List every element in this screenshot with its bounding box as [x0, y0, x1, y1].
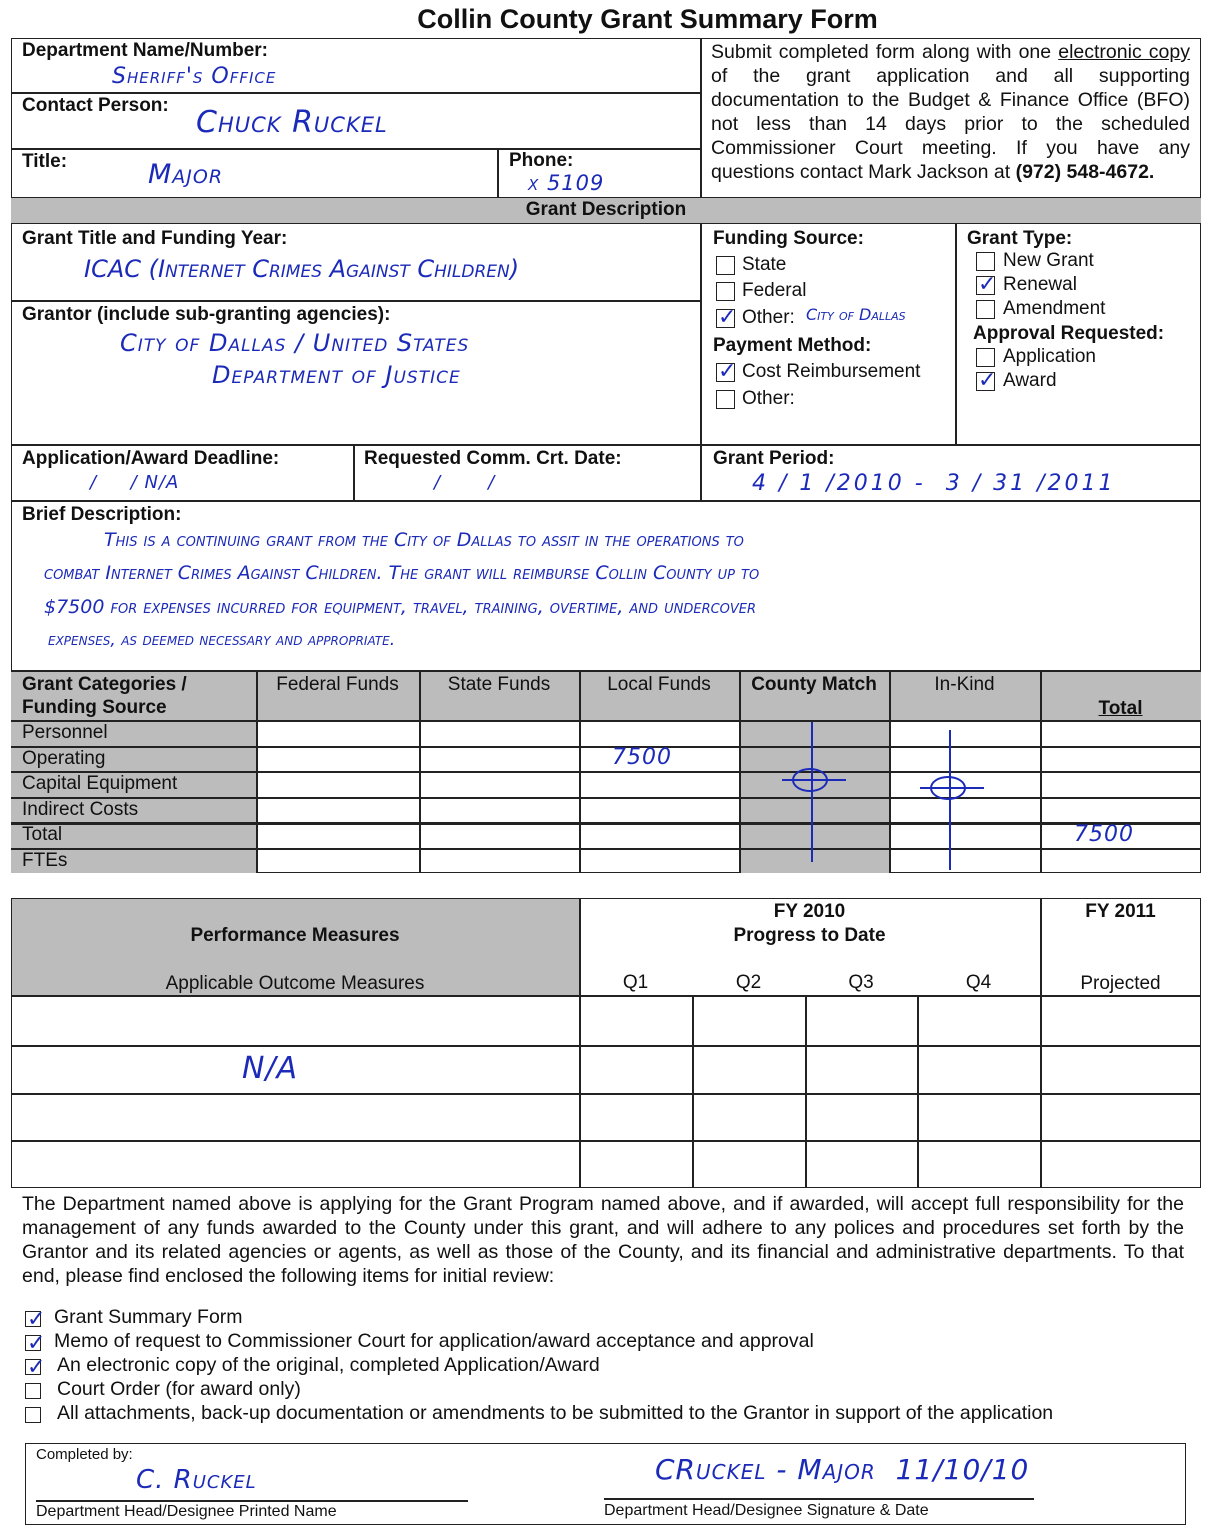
budget-cell[interactable] [1042, 773, 1199, 795]
divider [805, 995, 807, 1188]
requested-date-label: Requested Comm. Crt. Date: [364, 448, 622, 469]
budget-cell[interactable] [258, 824, 417, 846]
zero-mark-bar-icon [782, 779, 846, 781]
funding-federal-label: Federal [742, 280, 807, 301]
checklist-checkbox[interactable] [25, 1359, 41, 1375]
fy2010-label: FY 2010 [773, 901, 846, 922]
budget-row-label: Total [22, 824, 63, 845]
funding-federal-checkbox[interactable] [716, 282, 735, 301]
printed-name-value[interactable]: C. Ruckel [136, 1465, 257, 1495]
grantor-line2[interactable]: Department of Justice [212, 361, 461, 389]
divider [11, 995, 1201, 997]
divider [36, 1500, 468, 1502]
projected-label: Projected [1080, 973, 1161, 994]
title-label: Title: [22, 151, 68, 172]
deadline-label: Application/Award Deadline: [22, 448, 280, 469]
brief-description-label: Brief Description: [22, 504, 182, 525]
divider [11, 670, 1201, 672]
divider [1040, 898, 1042, 1188]
new-grant-checkbox[interactable] [976, 252, 995, 271]
requested-date-value[interactable]: / / [434, 472, 496, 493]
signature-label: Department Head/Designee Signature & Date [604, 1502, 929, 1519]
budget-cell[interactable] [421, 722, 577, 744]
grant-title-label: Grant Title and Funding Year: [22, 228, 288, 249]
budget-row-label: Operating [22, 748, 106, 769]
budget-cell[interactable] [421, 773, 577, 795]
checklist-checkbox[interactable] [25, 1383, 41, 1399]
local-operating-value[interactable]: 7500 [612, 745, 672, 770]
grant-period-value[interactable]: 4 / 1 /2010 - 3 / 31 /2011 [752, 471, 1116, 496]
form-title: Collin County Grant Summary Form [417, 4, 878, 34]
budget-header-6: Total [1098, 698, 1143, 719]
divider [11, 92, 700, 94]
payment-method-label: Payment Method: [713, 335, 872, 356]
progress-to-date-label: Progress to Date [733, 925, 886, 946]
budget-cell[interactable] [258, 850, 417, 871]
payment-other-label: Other: [742, 388, 795, 409]
phone-value[interactable]: x 5109 [528, 171, 605, 195]
grant-title-value[interactable]: ICAC (Internet Crimes Against Children) [84, 255, 520, 283]
budget-row-label: Indirect Costs [22, 799, 139, 820]
brief-line-2[interactable]: combat Internet Crimes Against Children. The grant will reimburse Collin County up to [44, 562, 760, 584]
amendment-label: Amendment [1003, 298, 1106, 319]
budget-cell[interactable] [891, 748, 1038, 769]
checklist-checkbox[interactable] [25, 1335, 41, 1351]
budget-header-1: Federal Funds [276, 674, 399, 695]
electronic-copy-link[interactable]: electronic copy [1058, 41, 1190, 63]
funding-state-label: State [742, 254, 787, 275]
strike-mark-icon [949, 730, 951, 870]
budget-cell[interactable] [1042, 722, 1199, 744]
new-grant-label: New Grant [1003, 250, 1094, 271]
budget-header-0: Grant Categories / Funding Source [22, 674, 187, 718]
total-total-value[interactable]: 7500 [1074, 822, 1134, 847]
budget-cell[interactable] [581, 850, 737, 871]
budget-row-label: Personnel [22, 722, 108, 743]
divider [11, 1045, 1201, 1047]
phone-label: Phone: [509, 150, 574, 171]
zero-mark-bar-icon [920, 787, 984, 789]
divider [917, 995, 919, 1188]
contact-label: Contact Person: [22, 95, 169, 116]
budget-cell[interactable] [581, 773, 737, 795]
grantor-label: Grantor (include sub-granting agencies): [22, 304, 391, 325]
budget-cell[interactable] [1042, 850, 1199, 871]
dept-value[interactable]: Sheriff's Office [112, 64, 277, 89]
budget-cell[interactable] [421, 850, 577, 871]
divider [11, 500, 1201, 502]
budget-cell[interactable] [258, 748, 417, 769]
budget-cell[interactable] [258, 799, 417, 820]
quarter-header-q4: Q4 [965, 972, 992, 993]
budget-header-5: In-Kind [934, 674, 995, 695]
printed-name-label: Department Head/Designee Printed Name [36, 1503, 337, 1520]
outcome-measure-value[interactable]: N/A [242, 1051, 299, 1086]
renewal-checkbox[interactable] [976, 276, 995, 295]
budget-cell[interactable] [421, 799, 577, 820]
divider [497, 148, 499, 198]
grant-type-label: Grant Type: [967, 228, 1073, 249]
dept-label: Department Name/Number: [22, 40, 268, 61]
budget-cell[interactable] [258, 773, 417, 795]
award-label: Award [1003, 370, 1057, 391]
divider [955, 224, 957, 444]
funding-other-value[interactable]: City of Dallas [806, 305, 906, 324]
funding-other-label: Other: [742, 307, 795, 328]
contact-value[interactable]: Chuck Ruckel [196, 105, 388, 140]
divider [353, 444, 355, 500]
budget-cell[interactable] [1042, 799, 1199, 820]
grant-description-header: Grant Description [11, 197, 1201, 224]
brief-line-4[interactable]: expenses, as deemed necessary and appropriate. [48, 630, 396, 650]
budget-cell[interactable] [741, 722, 887, 744]
budget-header-2: State Funds [447, 674, 551, 695]
budget-row-label: Capital Equipment [22, 773, 178, 794]
checklist-item-label: All attachments, back-up documentation or amendments to be submitted to the Grantor in support of the application [57, 1402, 1054, 1424]
budget-cell[interactable] [891, 799, 1038, 820]
budget-cell[interactable] [891, 824, 1038, 846]
budget-cell[interactable] [741, 850, 887, 871]
quarter-header-q1: Q1 [622, 972, 649, 993]
budget-header-4: County Match [751, 674, 877, 695]
divider [692, 995, 694, 1188]
strike-mark-icon [811, 722, 813, 862]
budget-cell[interactable] [258, 722, 417, 744]
budget-cell[interactable] [581, 799, 737, 820]
budget-row-label: FTEs [22, 850, 68, 871]
deadline-value[interactable]: / / N/A [90, 472, 180, 493]
checklist-checkbox[interactable] [25, 1311, 41, 1327]
checklist-item-label: Court Order (for award only) [57, 1378, 301, 1400]
checklist-item-label: Memo of request to Commissioner Court for application/award acceptance and approval [54, 1330, 814, 1352]
checklist-item-label: Grant Summary Form [54, 1306, 243, 1328]
payment-other-checkbox[interactable] [716, 390, 735, 409]
divider [11, 1093, 1201, 1095]
budget-cell[interactable] [741, 799, 887, 820]
checklist-checkbox[interactable] [25, 1407, 41, 1423]
title-value[interactable]: Major [148, 159, 224, 190]
performance-measures-title: Performance Measures [190, 925, 400, 946]
amendment-checkbox[interactable] [976, 300, 995, 319]
quarter-header-q2: Q2 [735, 972, 762, 993]
quarter-header-q3: Q3 [848, 972, 874, 993]
funding-source-label: Funding Source: [713, 228, 864, 249]
funding-state-checkbox[interactable] [716, 256, 735, 275]
budget-header-3: Local Funds [607, 674, 711, 695]
grant-period-label: Grant Period: [713, 448, 835, 469]
divider [700, 38, 702, 198]
divider [11, 444, 1201, 446]
application-checkbox[interactable] [976, 348, 995, 367]
divider [700, 224, 702, 500]
grantor-line1[interactable]: City of Dallas / United States [120, 329, 470, 357]
budget-cell[interactable] [891, 850, 1038, 871]
budget-cell[interactable] [741, 824, 887, 846]
budget-cell[interactable] [421, 748, 577, 769]
budget-cell[interactable] [421, 824, 577, 846]
divider [11, 1140, 1201, 1142]
payment-cost-reimbursement-label: Cost Reimbursement [742, 361, 921, 382]
funding-other-checkbox[interactable] [716, 309, 735, 328]
budget-cell[interactable] [1042, 748, 1199, 769]
signature-value[interactable]: CRuckel - Major 11/10/10 [655, 1453, 1030, 1486]
divider [11, 300, 700, 302]
divider [604, 1498, 1034, 1500]
application-label: Application [1003, 346, 1096, 367]
brief-line-3[interactable]: $7500 for expenses incurred for equipment, travel, training, overtime, and undercover [44, 596, 757, 618]
checklist-item-label: An electronic copy of the original, completed Application/Award [57, 1354, 600, 1376]
renewal-label: Renewal [1003, 274, 1077, 295]
responsibility-statement: The Department named above is applying for the Grant Program named above, and if awarded, will accept full responsibility for the management of any funds awarded to the County under this grant, and will adhere to any polices and procedures set forth by the Grantor and its related agencies or agents, as well as those of the County, and its financial and administrative departments. To that end, please find enclosed the following items for initial review: [22, 1193, 1184, 1287]
payment-cost-reimbursement-checkbox[interactable] [716, 363, 735, 382]
approval-requested-label: Approval Requested: [973, 323, 1165, 344]
divider [11, 148, 700, 150]
budget-cell[interactable] [741, 748, 887, 769]
budget-cell[interactable] [581, 722, 737, 744]
budget-cell[interactable] [891, 722, 1038, 744]
completed-by-label: Completed by: [36, 1446, 133, 1463]
budget-cell[interactable] [581, 824, 737, 846]
award-checkbox[interactable] [976, 372, 995, 391]
applicable-outcome-label: Applicable Outcome Measures [165, 973, 425, 994]
brief-line-1[interactable]: This is a continuing grant from the City of Dallas to assit in the operations to [104, 529, 744, 551]
instructions: Submit completed form along with one electronic copy of the grant application and all supporting documentation to the Budget & Finance Office (BFO) not less than 14 days prior to the scheduled Commissioner Court meeting. If you have any questions contact Mark Jackson at (972) 548-4672. [711, 41, 1190, 183]
fy2011-label: FY 2011 [1085, 901, 1156, 922]
